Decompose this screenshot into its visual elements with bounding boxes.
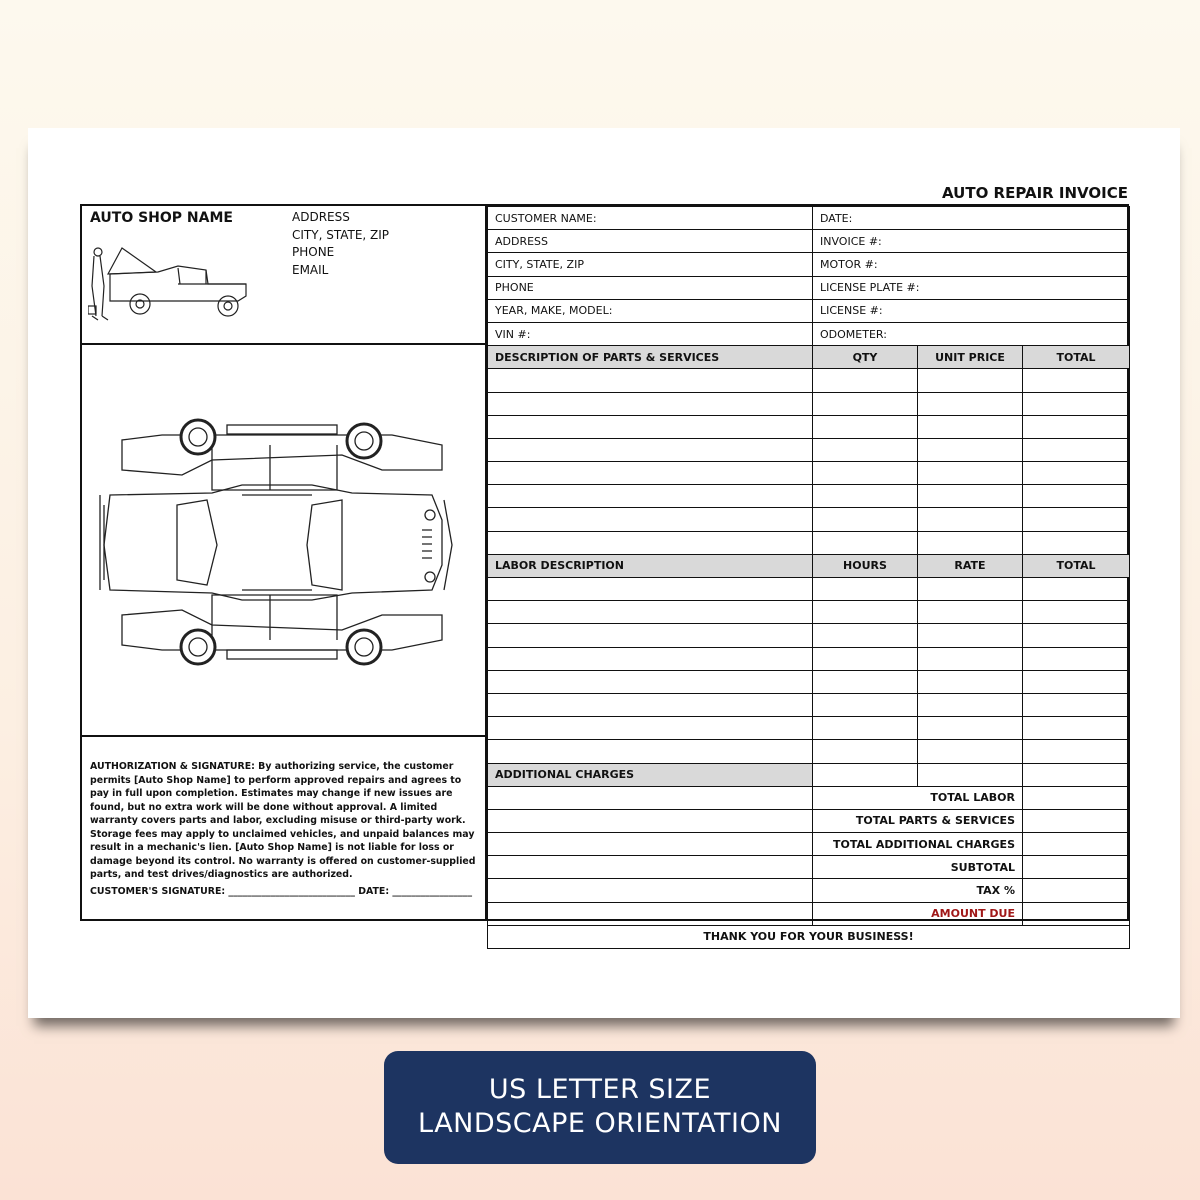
total-label: TOTAL ADDITIONAL CHARGES <box>813 833 1023 856</box>
thank-you-text: THANK YOU FOR YOUR BUSINESS! <box>488 925 1130 948</box>
input-cell[interactable] <box>488 693 813 716</box>
field-label: DATE: <box>813 207 1130 230</box>
total-label: TOTAL PARTS & SERVICES <box>813 809 1023 832</box>
total-value[interactable] <box>1023 809 1130 832</box>
input-cell[interactable] <box>1023 670 1130 693</box>
input-cell[interactable] <box>918 462 1023 485</box>
field-label: YEAR, MAKE, MODEL: <box>488 299 813 322</box>
input-cell[interactable] <box>918 485 1023 508</box>
input-cell[interactable] <box>918 369 1023 392</box>
input-cell[interactable] <box>488 833 813 856</box>
customer-row <box>488 230 1130 253</box>
input-cell[interactable] <box>1023 508 1130 531</box>
table-row <box>488 624 1130 647</box>
shop-info <box>82 206 485 345</box>
input-cell[interactable] <box>918 438 1023 461</box>
vehicle-damage-diagram <box>82 345 485 737</box>
header-cell: HOURS <box>813 554 918 577</box>
input-cell[interactable] <box>488 508 813 531</box>
input-cell[interactable] <box>813 531 918 554</box>
header-cell: TOTAL <box>1023 554 1130 577</box>
table-row <box>488 531 1130 554</box>
left-column <box>82 206 487 919</box>
header-cell: TOTAL <box>1023 346 1130 369</box>
input-cell[interactable] <box>1023 438 1130 461</box>
badge-line-2: LANDSCAPE ORIENTATION <box>418 1108 782 1139</box>
input-cell[interactable] <box>918 717 1023 740</box>
input-cell[interactable] <box>813 485 918 508</box>
input-cell[interactable] <box>488 647 813 670</box>
total-value[interactable] <box>1023 879 1130 902</box>
total-value[interactable] <box>1023 856 1130 879</box>
table-row <box>488 601 1130 624</box>
input-cell[interactable] <box>1023 415 1130 438</box>
field-label: INVOICE #: <box>813 230 1130 253</box>
input-cell[interactable] <box>813 462 918 485</box>
header-cell: QTY <box>813 346 918 369</box>
totals-row <box>488 786 1130 809</box>
parts-header <box>488 346 1130 369</box>
totals-row <box>488 809 1130 832</box>
car-diagram-icon <box>82 345 485 737</box>
table-row <box>488 578 1130 601</box>
header-cell: ADDITIONAL CHARGES <box>488 763 813 786</box>
field-label: LICENSE PLATE #: <box>813 276 1130 299</box>
table-row <box>488 717 1130 740</box>
table-row <box>488 415 1130 438</box>
input-cell[interactable] <box>813 508 918 531</box>
input-cell[interactable] <box>488 485 813 508</box>
signature-line[interactable]: CUSTOMER'S SIGNATURE: ___________________________ DATE: _________________ <box>90 886 473 897</box>
input-cell[interactable] <box>1023 647 1130 670</box>
header-cell: UNIT PRICE <box>918 346 1023 369</box>
totals-row <box>488 879 1130 902</box>
input-cell[interactable] <box>918 392 1023 415</box>
field-label: VIN #: <box>488 322 813 345</box>
input-cell[interactable] <box>488 902 813 925</box>
input-cell[interactable] <box>1023 392 1130 415</box>
field-label: ADDRESS <box>488 230 813 253</box>
totals-row <box>488 856 1130 879</box>
table-row <box>488 462 1130 485</box>
input-cell[interactable] <box>1023 763 1130 786</box>
input-cell[interactable] <box>813 693 918 716</box>
customer-row <box>488 322 1130 345</box>
total-label: SUBTOTAL <box>813 856 1023 879</box>
input-cell[interactable] <box>488 809 813 832</box>
table-row <box>488 392 1130 415</box>
input-cell[interactable] <box>813 578 918 601</box>
input-cell[interactable] <box>918 601 1023 624</box>
input-cell[interactable] <box>488 392 813 415</box>
totals-row <box>488 902 1130 925</box>
thanks-row <box>488 925 1130 948</box>
input-cell[interactable] <box>488 624 813 647</box>
customer-row <box>488 207 1130 230</box>
labor-header <box>488 554 1130 577</box>
customer-row <box>488 276 1130 299</box>
total-value[interactable] <box>1023 833 1130 856</box>
input-cell[interactable] <box>488 578 813 601</box>
header-cell: RATE <box>918 554 1023 577</box>
invoice-title: AUTO REPAIR INVOICE <box>942 184 1128 202</box>
field-label: PHONE <box>488 276 813 299</box>
input-cell[interactable] <box>813 763 918 786</box>
field-label: LICENSE #: <box>813 299 1130 322</box>
input-cell[interactable] <box>1023 369 1130 392</box>
input-cell[interactable] <box>918 508 1023 531</box>
table-row <box>488 670 1130 693</box>
total-label: AMOUNT DUE <box>813 902 1023 925</box>
customer-row <box>488 253 1130 276</box>
table-row <box>488 438 1130 461</box>
shop-phone: PHONE <box>292 245 335 259</box>
input-cell[interactable] <box>813 670 918 693</box>
input-cell[interactable] <box>488 601 813 624</box>
field-label: CITY, STATE, ZIP <box>488 253 813 276</box>
input-cell[interactable] <box>488 786 813 809</box>
input-cell[interactable] <box>1023 624 1130 647</box>
shop-email: EMAIL <box>292 262 329 277</box>
input-cell[interactable] <box>918 578 1023 601</box>
input-cell[interactable] <box>488 438 813 461</box>
input-cell[interactable] <box>918 740 1023 763</box>
input-cell[interactable] <box>918 647 1023 670</box>
input-cell[interactable] <box>1023 717 1130 740</box>
total-value[interactable] <box>1023 902 1130 925</box>
header-cell: DESCRIPTION OF PARTS & SERVICES <box>488 346 813 369</box>
table-row <box>488 369 1130 392</box>
table-row <box>488 693 1130 716</box>
shop-name: AUTO SHOP NAME <box>90 210 233 226</box>
shop-address: ADDRESS <box>292 210 350 224</box>
shop-city: CITY, STATE, ZIP <box>292 227 390 242</box>
table-row <box>488 485 1130 508</box>
input-cell[interactable] <box>488 717 813 740</box>
input-cell[interactable] <box>918 763 1023 786</box>
field-label: MOTOR #: <box>813 253 1130 276</box>
input-cell[interactable] <box>488 531 813 554</box>
totals-row <box>488 833 1130 856</box>
input-cell[interactable] <box>813 438 918 461</box>
total-label: TAX % <box>813 879 1023 902</box>
input-cell[interactable] <box>813 392 918 415</box>
input-cell[interactable] <box>813 415 918 438</box>
authorization-text: AUTHORIZATION & SIGNATURE: By authorizing service, the customer permits [Auto Shop Name] to perform approved repairs and agrees to pay in full upon completion. Estimates may change if new issues are found, but no extra work will be done without approval. A limited warranty covers parts and labor, excluding misuse or third-party work. Storage fees may apply to unclaimed vehicles, and unpaid balances may result in a mechanic's lien. [Auto Shop Name] is not liable for loss or damage beyond its control. No warranty is offered on customer-supplied parts, and test drives/diagnostics are authorized. <box>90 761 476 880</box>
input-cell[interactable] <box>1023 693 1130 716</box>
input-cell[interactable] <box>488 740 813 763</box>
input-cell[interactable] <box>488 369 813 392</box>
input-cell[interactable] <box>1023 531 1130 554</box>
input-cell[interactable] <box>918 415 1023 438</box>
input-cell[interactable] <box>918 624 1023 647</box>
table-row <box>488 740 1130 763</box>
field-label: ODOMETER: <box>813 322 1130 345</box>
input-cell[interactable] <box>813 601 918 624</box>
customer-row <box>488 299 1130 322</box>
table-row <box>488 508 1130 531</box>
total-label: TOTAL LABOR <box>813 786 1023 809</box>
input-cell[interactable] <box>1023 740 1130 763</box>
input-cell[interactable] <box>1023 578 1130 601</box>
invoice-table <box>487 206 1130 949</box>
input-cell[interactable] <box>918 693 1023 716</box>
additional-charges-header <box>488 763 1130 786</box>
table-row <box>488 647 1130 670</box>
input-cell[interactable] <box>488 856 813 879</box>
input-cell[interactable] <box>918 670 1023 693</box>
input-cell[interactable] <box>813 647 918 670</box>
header-cell: LABOR DESCRIPTION <box>488 554 813 577</box>
badge-line-1: US LETTER SIZE <box>488 1074 712 1105</box>
input-cell[interactable] <box>1023 601 1130 624</box>
input-cell[interactable] <box>488 670 813 693</box>
input-cell[interactable] <box>488 415 813 438</box>
mechanic-truck-illustration <box>88 246 258 326</box>
field-label: CUSTOMER NAME: <box>488 207 813 230</box>
input-cell[interactable] <box>813 740 918 763</box>
input-cell[interactable] <box>1023 462 1130 485</box>
input-cell[interactable] <box>1023 485 1130 508</box>
invoice-form <box>80 204 1129 944</box>
input-cell[interactable] <box>488 879 813 902</box>
input-cell[interactable] <box>813 369 918 392</box>
input-cell[interactable] <box>918 531 1023 554</box>
input-cell[interactable] <box>488 462 813 485</box>
shop-contact <box>292 209 389 279</box>
total-value[interactable] <box>1023 786 1130 809</box>
format-badge <box>384 1051 816 1164</box>
input-cell[interactable] <box>813 717 918 740</box>
input-cell[interactable] <box>813 624 918 647</box>
